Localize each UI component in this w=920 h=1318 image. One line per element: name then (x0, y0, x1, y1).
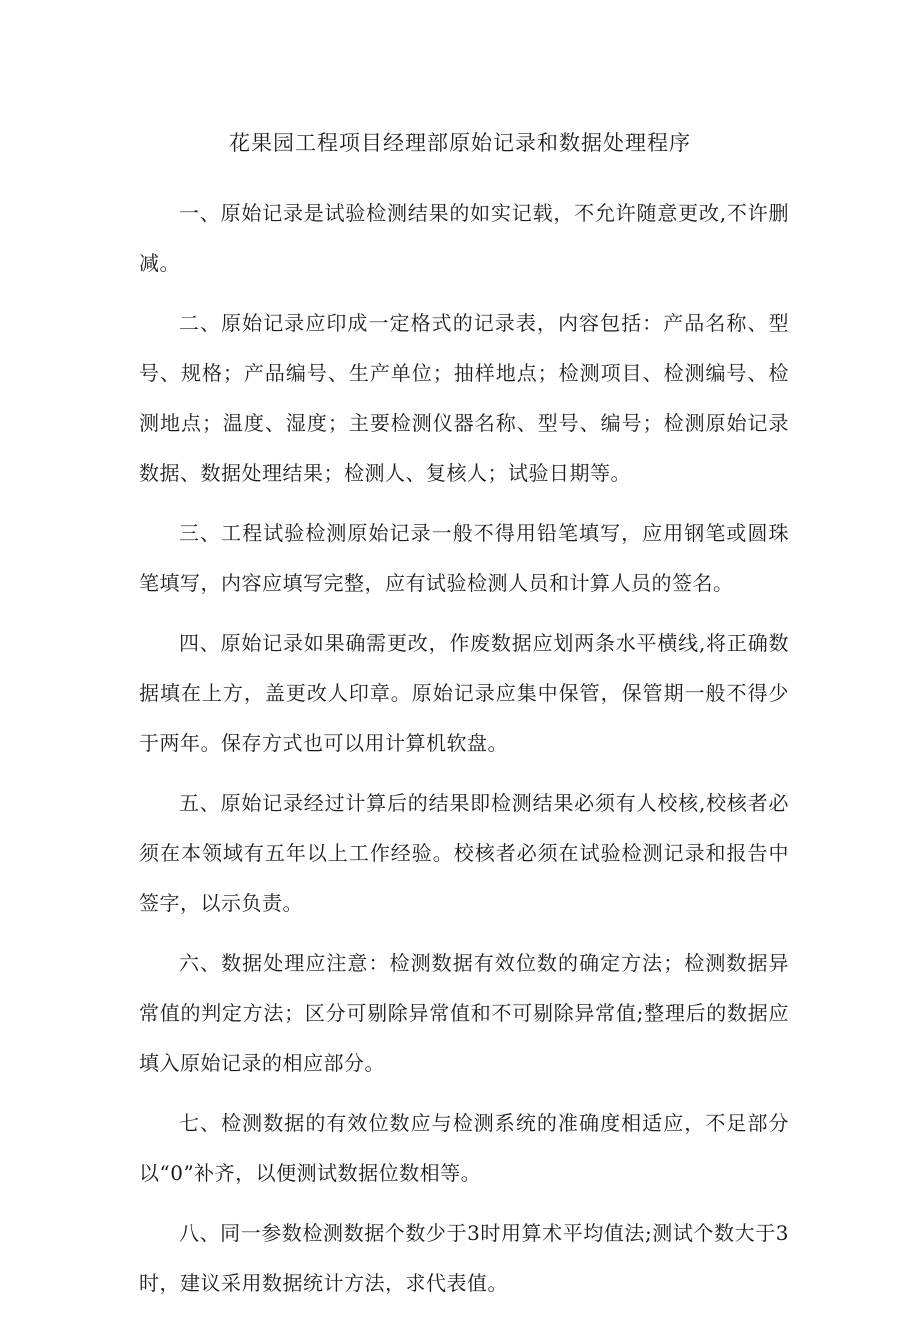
document-body (139, 188, 789, 1318)
paragraph-4: 四、原始记录如果确需更改，作废数据应划两条水平横线,将正确数据填在上方，盖更改人印章。原始记录应集中保管，保管期一般不得少于两年。保存方式也可以用计算机软盘。 (139, 631, 789, 755)
document-title: 花果园工程项目经理部原始记录和数据处理程序 (229, 131, 691, 155)
paragraph-3: 三、工程试验检测原始记录一般不得用铅笔填写，应用钢笔或圆珠笔填写，内容应填写完整，应有试验检测人员和计算人员的签名。 (139, 521, 789, 595)
paragraph-7: 七、检测数据的有效位数应与检测系统的准确度相适应，不足部分以“0”补齐，以便测试数据位数相等。 (139, 1111, 789, 1185)
paragraph-2: 二、原始记录应印成一定格式的记录表，内容包括：产品名称、型号、规格；产品编号、生产单位；抽样地点；检测项目、检测编号、检测地点；温度、湿度；主要检测仪器名称、型号、编号；检测原始记录数据、数据处理结果；检测人、复核人；试验日期等。 (139, 311, 789, 485)
paragraph-6: 六、数据处理应注意：检测数据有效位数的确定方法；检测数据异常值的判定方法；区分可剔除异常值和不可剔除异常值;整理后的数据应填入原始记录的相应部分。 (139, 951, 789, 1075)
paragraph-5: 五、原始记录经过计算后的结果即检测结果必须有人校核,校核者必须在本领域有五年以上工作经验。校核者必须在试验检测记录和报告中签字，以示负责。 (139, 791, 789, 915)
paragraph-8: 八、同一参数检测数据个数少于3时用算术平均值法;测试个数大于3时，建议采用数据统计方法，求代表值。 (139, 1221, 789, 1295)
paragraph-1: 一、原始记录是试验检测结果的如实记载，不允许随意更改,不许删减。 (139, 201, 789, 275)
